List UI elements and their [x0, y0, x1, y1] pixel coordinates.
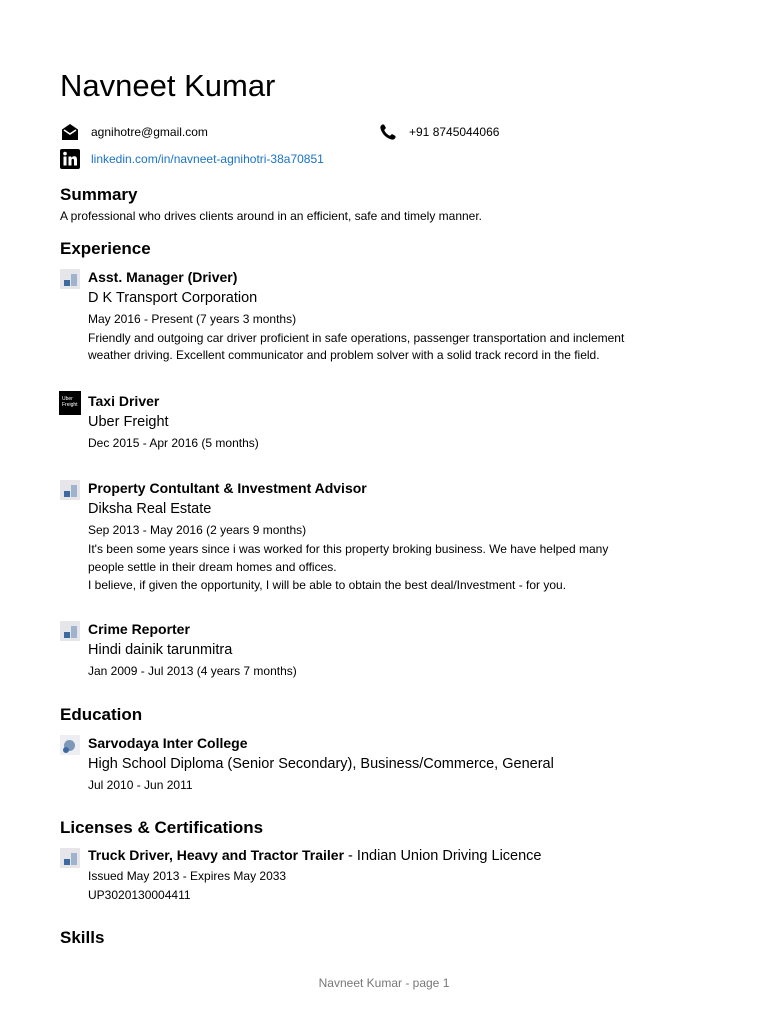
job-company: Hindi dainik tarunmitra — [88, 642, 233, 658]
summary-text: A professional who drives clients around in an efficient, safe and timely manner. — [60, 209, 483, 223]
job-dates: Sep 2013 - May 2016 (2 years 9 months) — [88, 523, 307, 537]
license-issuer: - Indian Union Driving Licence — [344, 848, 542, 864]
license-dates: Issued May 2013 - Expires May 2033 — [88, 869, 287, 883]
person-name: Navneet Kumar — [60, 68, 276, 103]
job-role: Asst. Manager (Driver) — [88, 269, 238, 285]
linkedin-icon — [60, 149, 80, 174]
phone-icon — [378, 122, 398, 147]
job-company: D K Transport Corporation — [88, 290, 258, 306]
job-description-line: I believe, if given the opportunity, I will be able to obtain the best deal/Investment - for you. — [88, 578, 567, 592]
experience-title: Experience — [60, 239, 151, 258]
email-text[interactable]: agnihotre@gmail.com — [91, 125, 208, 139]
job-description-line: It's been some years since i was worked for this property broking business. We have helped many — [88, 542, 609, 556]
license-line — [88, 847, 542, 865]
company-logo — [60, 621, 80, 641]
education-dates: Jul 2010 - Jun 2011 — [88, 778, 193, 792]
job-role: Property Contultant & Investment Advisor — [88, 480, 367, 496]
phone-text[interactable]: +91 8745044066 — [409, 125, 500, 139]
logo-text: Uber — [62, 396, 73, 402]
degree-text: High School Diploma (Senior Secondary), Business/Commerce, General — [88, 756, 554, 772]
skills-title: Skills — [60, 928, 105, 947]
logo-text: Freight — [62, 402, 78, 408]
envelope-icon — [60, 122, 80, 147]
license-name: Truck Driver, Heavy and Tractor Trailer — [88, 847, 345, 863]
company-logo — [60, 480, 80, 500]
linkedin-link[interactable]: linkedin.com/in/navneet-agnihotri-38a70851 — [91, 152, 324, 166]
school-name: Sarvodaya Inter College — [88, 735, 248, 751]
education-title: Education — [60, 705, 143, 724]
job-company: Uber Freight — [88, 414, 169, 430]
licenses-title: Licenses & Certifications — [60, 818, 264, 837]
job-description-line: weather driving. Excellent communicator and problem solver with a solid track record in the field. — [88, 348, 600, 362]
job-role: Taxi Driver — [88, 393, 160, 409]
summary-title: Summary — [60, 185, 138, 204]
job-dates: May 2016 - Present (7 years 3 months) — [88, 312, 297, 326]
job-description-line: people settle in their dream homes and offices. — [88, 560, 337, 574]
uber-freight-logo — [59, 391, 81, 415]
company-logo — [60, 269, 80, 289]
school-logo — [60, 735, 80, 755]
license-logo — [60, 848, 80, 868]
page-footer: Navneet Kumar - page 1 — [318, 976, 450, 990]
job-description-line: Friendly and outgoing car driver proficient in safe operations, passenger transportation and inclement — [88, 331, 625, 345]
job-dates: Dec 2015 - Apr 2016 (5 months) — [88, 436, 259, 450]
job-dates: Jan 2009 - Jul 2013 (4 years 7 months) — [88, 664, 297, 678]
job-company: Diksha Real Estate — [88, 501, 212, 517]
job-role: Crime Reporter — [88, 621, 190, 637]
license-id: UP3020130004411 — [88, 888, 191, 902]
